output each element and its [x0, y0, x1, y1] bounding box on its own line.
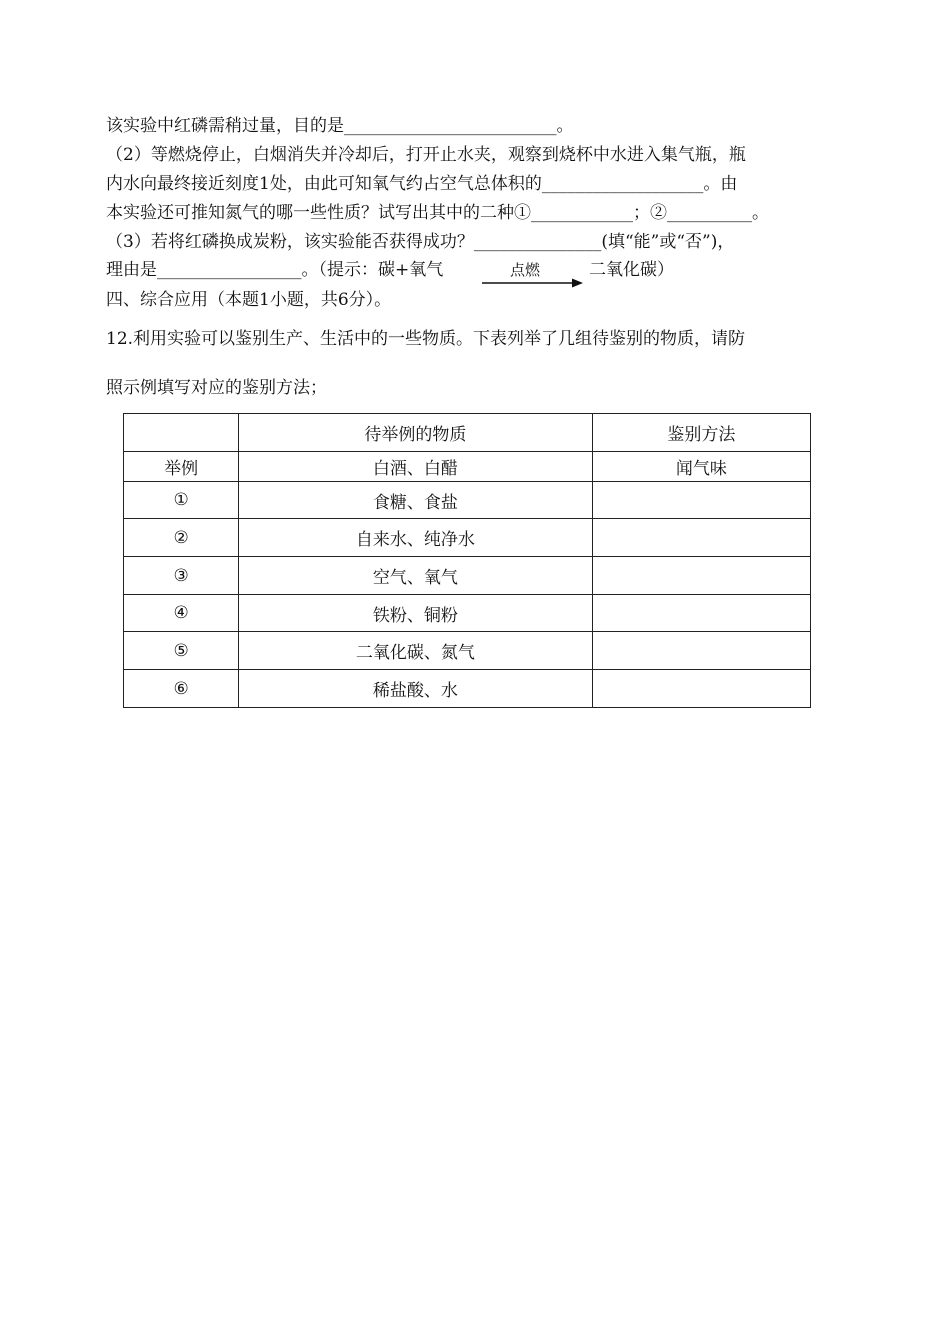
section-heading: 四、综合应用（本题1小题，共6分）。 [106, 290, 392, 310]
table-header-cell: 待举例的物质 [239, 414, 593, 452]
reaction-condition: 点燃 [510, 261, 541, 279]
text-line-2: （2）等燃烧停止，白烟消失并冷却后，打开止水夹，观察到烧杯中水进入集气瓶，瓶 [106, 145, 746, 165]
text-line-3: 内水向最终接近刻度1处，由此可知氧气约占空气总体积的___________________。由 [106, 174, 738, 194]
text-line-4: 本实验还可推知氮气的哪一些性质？试写出其中的二种①____________；②__________。 [106, 203, 769, 223]
table-row [124, 595, 811, 632]
text-line-5: （3）若将红磷换成炭粉，该实验能否获得成功？_______________(填“能”或“否”)， [106, 232, 735, 252]
table-header-cell: 鉴别方法 [592, 414, 810, 452]
text-line-1: 该实验中红磷需稍过量，目的是_________________________。 [106, 116, 574, 136]
method-cell: 闻气味 [592, 452, 810, 482]
table-row [124, 557, 811, 595]
question-12-line-2: 照示例填写对应的鉴别方法； [106, 378, 327, 398]
substances-cell: 二氧化碳、氮气 [239, 632, 593, 670]
row-label: 举例 [124, 452, 239, 482]
row-label: ④ [124, 595, 239, 632]
text-line-6-start: 理由是_________________。（提示：碳+氧气 [106, 260, 444, 280]
method-cell[interactable] [592, 632, 810, 670]
row-label: ⑤ [124, 632, 239, 670]
substances-cell: 食糖、食盐 [239, 482, 593, 519]
method-cell[interactable] [592, 595, 810, 632]
row-label: ② [124, 519, 239, 557]
row-label: ③ [124, 557, 239, 595]
text-line-6-product: 二氧化碳） [589, 260, 674, 280]
identification-table [123, 413, 811, 708]
method-cell[interactable] [592, 557, 810, 595]
row-label: ⑥ [124, 670, 239, 708]
table-row [124, 632, 811, 670]
question-12-line-1: 12.利用实验可以鉴别生产、生活中的一些物质。下表列举了几组待鉴别的物质，请防 [106, 329, 746, 349]
row-label: ① [124, 482, 239, 519]
text-line-6 [106, 258, 443, 282]
table-header-row [124, 414, 811, 452]
reaction-arrow [482, 260, 586, 290]
arrow-right-icon [482, 278, 586, 288]
method-cell[interactable] [592, 670, 810, 708]
method-cell[interactable] [592, 482, 810, 519]
table-row [124, 670, 811, 708]
table-row [124, 452, 811, 482]
table-header-cell [124, 414, 239, 452]
substances-cell: 自来水、纯净水 [239, 519, 593, 557]
substances-cell: 空气、氧气 [239, 557, 593, 595]
substances-cell: 白酒、白醋 [239, 452, 593, 482]
table-row [124, 482, 811, 519]
method-cell[interactable] [592, 519, 810, 557]
substances-cell: 铁粉、铜粉 [239, 595, 593, 632]
substances-cell: 稀盐酸、水 [239, 670, 593, 708]
table-row [124, 519, 811, 557]
